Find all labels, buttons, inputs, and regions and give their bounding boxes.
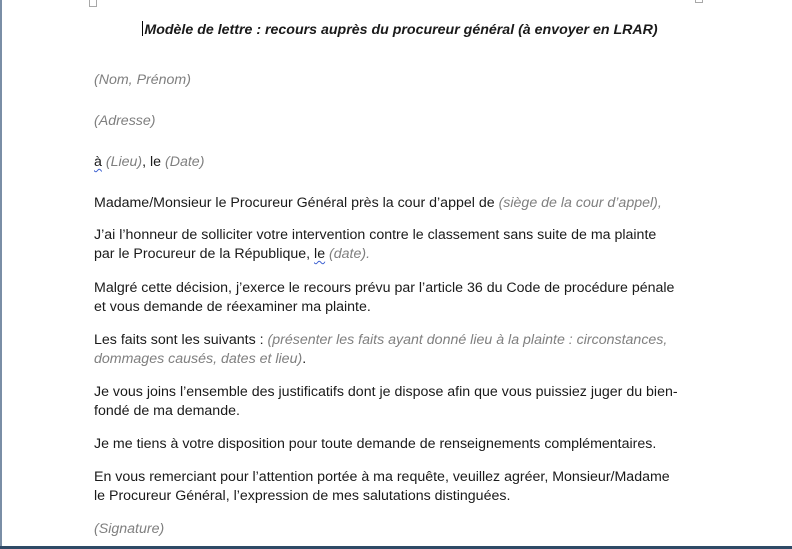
date-separator: , le [142,154,165,170]
document-title[interactable] [94,21,706,40]
date-placeholder: (Date) [165,154,205,170]
paragraph-appeal-line-1[interactable]: Malgré cette décision, j’exerce le recours prévu par l’article 36 du Code de procédure pénale [94,280,675,296]
paragraph-closing-line-2[interactable]: le Procureur Général, l’expression de mes salutations distinguées. [94,488,511,504]
page-left-border [0,0,2,549]
paragraph-closing-line-1[interactable]: En vous remerciant pour l’attention portée à ma requête, veuillez agréer, Monsieur/Madame [94,469,670,485]
place-prefix: à [94,154,102,170]
margin-corner-mark [695,0,703,3]
margin-corner-mark [89,0,97,7]
document-body[interactable] [94,21,706,537]
document-title-text: Modèle de lettre : recours auprès du procureur général (à envoyer en LRAR) [144,22,658,38]
sender-address[interactable]: (Adresse) [94,113,156,129]
paragraph-request-line-2[interactable]: par le Procureur de la République, le (date). [94,246,371,262]
court-placeholder: (siège de la cour d’appel) [498,195,658,211]
paragraph-availability[interactable]: Je me tiens à votre disposition pour toute demande de renseignements complémentaires. [94,436,657,452]
paragraph-appeal-line-2[interactable]: et vous demande de réexaminer ma plainte. [94,299,371,315]
paragraph-request-line-1[interactable]: J’ai l’honneur de solliciter votre intervention contre le classement sans suite de ma plainte [94,227,657,243]
paragraph-facts-line-1[interactable]: Les faits sont les suivants : (présenter les faits ayant donné lieu à la plainte : circonstances, [94,332,668,348]
date-placeholder: (date) [329,246,367,262]
recipient-line[interactable]: Madame/Monsieur le Procureur Général près la cour d’appel de (siège de la cour d’appel), [94,195,662,211]
paragraph-facts-line-2[interactable]: dommages causés, dates et lieu). [94,351,307,367]
paragraph-attachments-line-2[interactable]: fondé de ma demande. [94,403,240,419]
place-placeholder: (Lieu) [105,154,143,170]
place-date-line[interactable] [94,153,706,172]
facts-placeholder: (présenter les faits ayant donné lieu à la plainte : circonstances, [267,332,668,348]
signature-placeholder[interactable]: (Signature) [94,521,165,537]
paragraph-attachments-line-1[interactable]: Je vous joins l’ensemble des justificatifs dont je dispose afin que vous puissiez juger du bien- [94,384,678,400]
sender-name[interactable]: (Nom, Prénom) [94,72,191,88]
